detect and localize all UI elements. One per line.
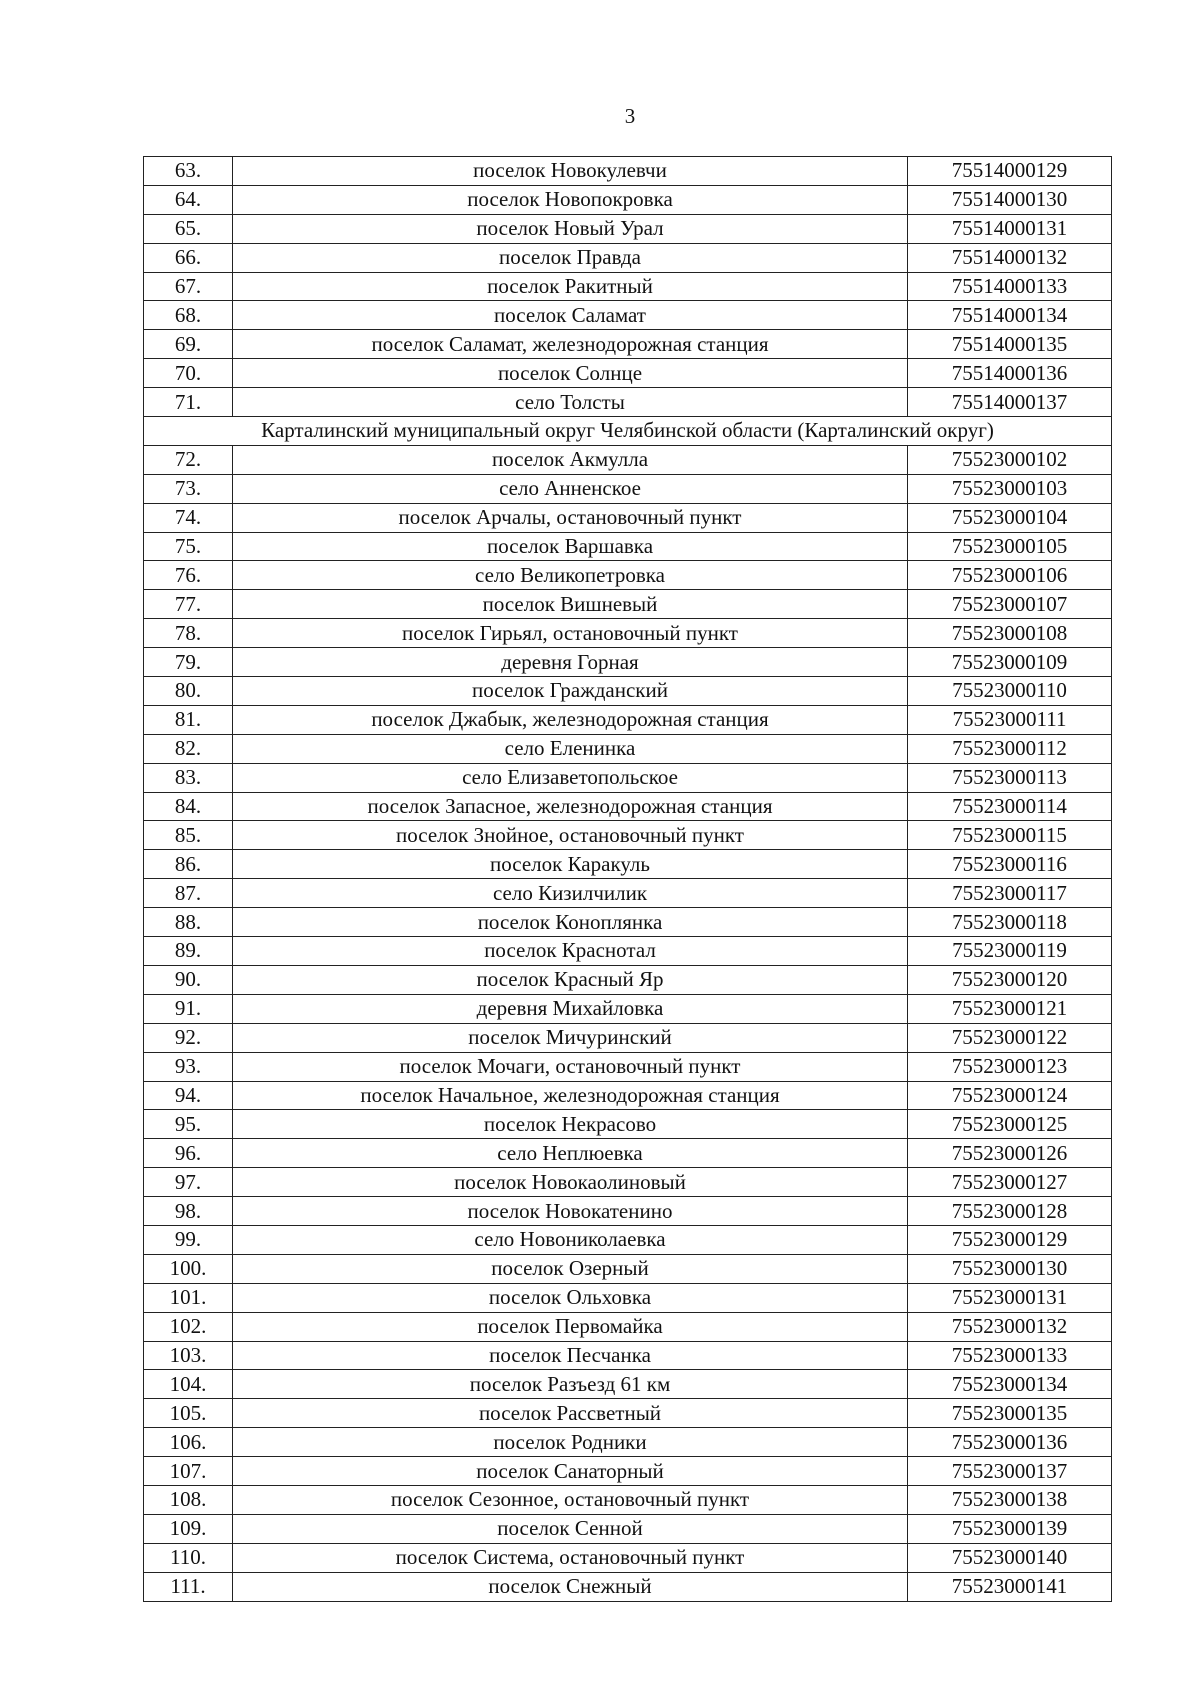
- oktmo-code: 75523000115: [908, 821, 1112, 850]
- table-row: [144, 503, 1112, 532]
- settlement-name: поселок Коноплянка: [233, 908, 908, 937]
- row-number: 76.: [144, 561, 233, 590]
- oktmo-code: 75523000135: [908, 1399, 1112, 1428]
- settlement-name: поселок Ольховка: [233, 1283, 908, 1312]
- oktmo-code: 75523000139: [908, 1514, 1112, 1543]
- table-row: [144, 359, 1112, 388]
- settlement-name: поселок Сезонное, остановочный пункт: [233, 1485, 908, 1514]
- row-number: 104.: [144, 1370, 233, 1399]
- table-row: [144, 1428, 1112, 1457]
- row-number: 84.: [144, 792, 233, 821]
- row-number: 74.: [144, 503, 233, 532]
- settlement-name: село Еленинка: [233, 734, 908, 763]
- oktmo-code: 75523000113: [908, 763, 1112, 792]
- settlement-name: поселок Новокулевчи: [233, 157, 908, 186]
- settlement-name: поселок Рассветный: [233, 1399, 908, 1428]
- oktmo-code: 75523000126: [908, 1139, 1112, 1168]
- oktmo-code: 75523000124: [908, 1081, 1112, 1110]
- row-number: 109.: [144, 1514, 233, 1543]
- oktmo-code: 75523000111: [908, 705, 1112, 734]
- oktmo-code: 75514000137: [908, 388, 1112, 417]
- settlement-name: поселок Знойное, остановочный пункт: [233, 821, 908, 850]
- table-row: [144, 1081, 1112, 1110]
- row-number: 81.: [144, 705, 233, 734]
- settlement-name: поселок Новокатенино: [233, 1197, 908, 1226]
- oktmo-code: 75523000138: [908, 1485, 1112, 1514]
- oktmo-code: 75523000108: [908, 619, 1112, 648]
- row-number: 65.: [144, 214, 233, 243]
- row-number: 75.: [144, 532, 233, 561]
- settlement-name: поселок Мочаги, остановочный пункт: [233, 1052, 908, 1081]
- table-row: [144, 1514, 1112, 1543]
- row-number: 106.: [144, 1428, 233, 1457]
- settlement-name: поселок Акмулла: [233, 445, 908, 474]
- row-number: 89.: [144, 937, 233, 966]
- row-number: 73.: [144, 474, 233, 503]
- row-number: 97.: [144, 1168, 233, 1197]
- table-row: [144, 937, 1112, 966]
- table-row: [144, 619, 1112, 648]
- table-row: [144, 1543, 1112, 1572]
- table-body-bottom: [144, 445, 1112, 1601]
- oktmo-code: 75523000137: [908, 1457, 1112, 1486]
- table-row: [144, 1139, 1112, 1168]
- row-number: 101.: [144, 1283, 233, 1312]
- table-row: [144, 1457, 1112, 1486]
- oktmo-code: 75523000125: [908, 1110, 1112, 1139]
- settlement-name: поселок Новый Урал: [233, 214, 908, 243]
- oktmo-code: 75514000133: [908, 272, 1112, 301]
- section-header: Карталинский муниципальный округ Челябинской области (Карталинский округ): [144, 417, 1112, 446]
- oktmo-code: 75523000104: [908, 503, 1112, 532]
- oktmo-code: 75523000102: [908, 445, 1112, 474]
- row-number: 83.: [144, 763, 233, 792]
- settlement-name: поселок Система, остановочный пункт: [233, 1543, 908, 1572]
- row-number: 108.: [144, 1485, 233, 1514]
- oktmo-code: 75523000119: [908, 937, 1112, 966]
- settlement-name: поселок Разъезд 61 км: [233, 1370, 908, 1399]
- row-number: 110.: [144, 1543, 233, 1572]
- oktmo-code: 75514000131: [908, 214, 1112, 243]
- oktmo-code: 75523000134: [908, 1370, 1112, 1399]
- row-number: 105.: [144, 1399, 233, 1428]
- row-number: 72.: [144, 445, 233, 474]
- settlement-name: поселок Каракуль: [233, 850, 908, 879]
- settlement-name: село Анненское: [233, 474, 908, 503]
- oktmo-code: 75523000116: [908, 850, 1112, 879]
- oktmo-code: 75514000132: [908, 243, 1112, 272]
- settlement-name: поселок Мичуринский: [233, 1023, 908, 1052]
- row-number: 80.: [144, 677, 233, 706]
- table-row: [144, 1399, 1112, 1428]
- settlement-name: село Неплюевка: [233, 1139, 908, 1168]
- oktmo-code: 75523000114: [908, 792, 1112, 821]
- oktmo-code: 75523000140: [908, 1543, 1112, 1572]
- settlement-name: поселок Начальное, железнодорожная станция: [233, 1081, 908, 1110]
- settlement-name: поселок Родники: [233, 1428, 908, 1457]
- row-number: 85.: [144, 821, 233, 850]
- row-number: 88.: [144, 908, 233, 937]
- settlement-name: поселок Краснотал: [233, 937, 908, 966]
- row-number: 99.: [144, 1225, 233, 1254]
- settlement-name: поселок Арчалы, остановочный пункт: [233, 503, 908, 532]
- row-number: 87.: [144, 879, 233, 908]
- settlement-name: поселок Правда: [233, 243, 908, 272]
- oktmo-code: 75523000105: [908, 532, 1112, 561]
- row-number: 92.: [144, 1023, 233, 1052]
- settlement-name: село Новониколаевка: [233, 1225, 908, 1254]
- row-number: 66.: [144, 243, 233, 272]
- oktmo-code: 75523000130: [908, 1254, 1112, 1283]
- oktmo-code: 75523000129: [908, 1225, 1112, 1254]
- settlement-name: село Кизилчилик: [233, 879, 908, 908]
- row-number: 103.: [144, 1341, 233, 1370]
- page-number: 3: [624, 104, 636, 128]
- row-number: 68.: [144, 301, 233, 330]
- settlement-name: поселок Вишневый: [233, 590, 908, 619]
- oktmo-code: 75523000117: [908, 879, 1112, 908]
- table-row: [144, 590, 1112, 619]
- row-number: 91.: [144, 994, 233, 1023]
- oktmo-code: 75523000133: [908, 1341, 1112, 1370]
- table-row: [144, 1572, 1112, 1601]
- table-row: [144, 301, 1112, 330]
- oktmo-code: 75523000106: [908, 561, 1112, 590]
- oktmo-code: 75523000131: [908, 1283, 1112, 1312]
- settlement-name: деревня Горная: [233, 648, 908, 677]
- table-row: [144, 272, 1112, 301]
- row-number: 98.: [144, 1197, 233, 1226]
- oktmo-code: 75514000135: [908, 330, 1112, 359]
- oktmo-code: 75523000118: [908, 908, 1112, 937]
- row-number: 70.: [144, 359, 233, 388]
- settlement-name: поселок Озерный: [233, 1254, 908, 1283]
- table-row: [144, 474, 1112, 503]
- oktmo-code: 75523000120: [908, 965, 1112, 994]
- settlement-name: поселок Джабык, железнодорожная станция: [233, 705, 908, 734]
- table-row: [144, 1168, 1112, 1197]
- table-row: [144, 157, 1112, 186]
- settlement-name: поселок Новопокровка: [233, 185, 908, 214]
- table-row: [144, 445, 1112, 474]
- table-row: [144, 185, 1112, 214]
- settlement-name: поселок Саламат: [233, 301, 908, 330]
- table-row: [144, 994, 1112, 1023]
- table-row: [144, 1341, 1112, 1370]
- table-row: [144, 1023, 1112, 1052]
- table-row: [144, 532, 1112, 561]
- section-header-group: [144, 417, 1112, 446]
- section-header-row: [144, 417, 1112, 446]
- table-row: [144, 1110, 1112, 1139]
- table-row: [144, 763, 1112, 792]
- oktmo-code: 75514000136: [908, 359, 1112, 388]
- oktmo-code: 75523000127: [908, 1168, 1112, 1197]
- table-row: [144, 648, 1112, 677]
- table-row: [144, 1312, 1112, 1341]
- row-number: 69.: [144, 330, 233, 359]
- row-number: 79.: [144, 648, 233, 677]
- settlement-name: поселок Солнце: [233, 359, 908, 388]
- table-row: [144, 330, 1112, 359]
- settlement-name: поселок Песчанка: [233, 1341, 908, 1370]
- oktmo-code: 75523000122: [908, 1023, 1112, 1052]
- settlement-name: поселок Новокаолиновый: [233, 1168, 908, 1197]
- table-row: [144, 965, 1112, 994]
- table-row: [144, 677, 1112, 706]
- row-number: 95.: [144, 1110, 233, 1139]
- oktmo-code: 75514000134: [908, 301, 1112, 330]
- table-row: [144, 821, 1112, 850]
- settlement-name: поселок Саламат, железнодорожная станция: [233, 330, 908, 359]
- row-number: 63.: [144, 157, 233, 186]
- table-body-top: [144, 157, 1112, 417]
- oktmo-code: 75523000136: [908, 1428, 1112, 1457]
- oktmo-code: 75514000130: [908, 185, 1112, 214]
- row-number: 94.: [144, 1081, 233, 1110]
- table-row: [144, 1052, 1112, 1081]
- oktmo-code: 75523000123: [908, 1052, 1112, 1081]
- row-number: 71.: [144, 388, 233, 417]
- oktmo-code: 75523000112: [908, 734, 1112, 763]
- settlement-name: поселок Санаторный: [233, 1457, 908, 1486]
- settlement-name: поселок Ракитный: [233, 272, 908, 301]
- table-row: [144, 561, 1112, 590]
- oktmo-code: 75523000107: [908, 590, 1112, 619]
- table-row: [144, 1485, 1112, 1514]
- row-number: 64.: [144, 185, 233, 214]
- table-row: [144, 1370, 1112, 1399]
- settlement-name: село Великопетровка: [233, 561, 908, 590]
- table-row: [144, 734, 1112, 763]
- oktmo-code: 75523000128: [908, 1197, 1112, 1226]
- settlement-name: деревня Михайловка: [233, 994, 908, 1023]
- row-number: 107.: [144, 1457, 233, 1486]
- settlement-name: поселок Гирьял, остановочный пункт: [233, 619, 908, 648]
- settlement-name: поселок Первомайка: [233, 1312, 908, 1341]
- settlement-name: поселок Варшавка: [233, 532, 908, 561]
- row-number: 93.: [144, 1052, 233, 1081]
- row-number: 78.: [144, 619, 233, 648]
- table-row: [144, 879, 1112, 908]
- row-number: 82.: [144, 734, 233, 763]
- row-number: 96.: [144, 1139, 233, 1168]
- table-row: [144, 705, 1112, 734]
- oktmo-code: 75523000103: [908, 474, 1112, 503]
- settlement-name: село Елизаветопольское: [233, 763, 908, 792]
- oktmo-code: 75523000110: [908, 677, 1112, 706]
- settlement-name: поселок Красный Яр: [233, 965, 908, 994]
- oktmo-code: 75523000132: [908, 1312, 1112, 1341]
- settlement-name: поселок Гражданский: [233, 677, 908, 706]
- row-number: 90.: [144, 965, 233, 994]
- table-row: [144, 1283, 1112, 1312]
- row-number: 77.: [144, 590, 233, 619]
- oktmo-code: 75514000129: [908, 157, 1112, 186]
- settlement-name: село Толсты: [233, 388, 908, 417]
- oktmo-code: 75523000141: [908, 1572, 1112, 1601]
- oktmo-code: 75523000109: [908, 648, 1112, 677]
- settlement-name: поселок Запасное, железнодорожная станция: [233, 792, 908, 821]
- table-row: [144, 792, 1112, 821]
- row-number: 102.: [144, 1312, 233, 1341]
- settlement-table: [143, 156, 1112, 1602]
- row-number: 111.: [144, 1572, 233, 1601]
- table-row: [144, 1197, 1112, 1226]
- row-number: 86.: [144, 850, 233, 879]
- settlement-name: поселок Сенной: [233, 1514, 908, 1543]
- table-row: [144, 388, 1112, 417]
- table-row: [144, 243, 1112, 272]
- row-number: 67.: [144, 272, 233, 301]
- table-row: [144, 214, 1112, 243]
- row-number: 100.: [144, 1254, 233, 1283]
- settlement-name: поселок Некрасово: [233, 1110, 908, 1139]
- table-row: [144, 1225, 1112, 1254]
- table-row: [144, 1254, 1112, 1283]
- settlement-name: поселок Снежный: [233, 1572, 908, 1601]
- oktmo-code: 75523000121: [908, 994, 1112, 1023]
- table-row: [144, 908, 1112, 937]
- table-row: [144, 850, 1112, 879]
